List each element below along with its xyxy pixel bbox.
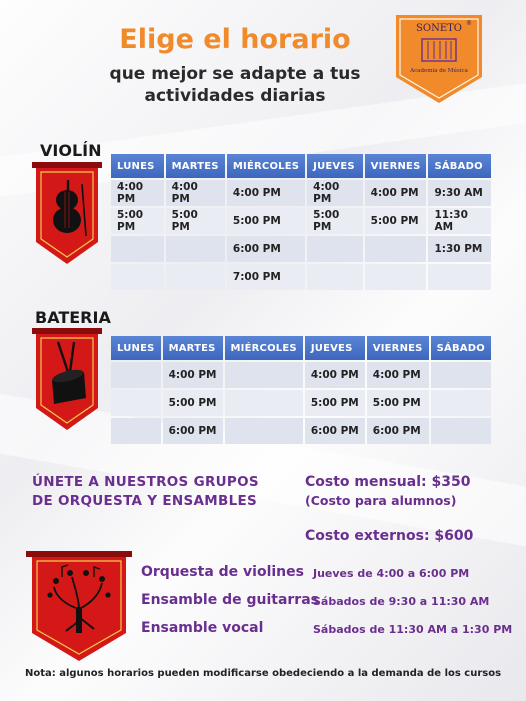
table-cell: 5:00 PM [307, 208, 363, 234]
violin-schedule-table [109, 152, 493, 292]
column-header: MARTES [166, 154, 225, 178]
table-cell [365, 236, 427, 262]
table-cell [166, 264, 225, 290]
column-header: SÁBADO [428, 154, 491, 178]
logo-tagline: Academia de Música [410, 68, 468, 74]
table-cell [431, 390, 491, 416]
ensemble-name: Ensamble de guitarras [141, 592, 319, 608]
table-header-row [111, 154, 491, 178]
column-header: VIERNES [365, 154, 427, 178]
ensemble-time: Jueves de 4:00 a 6:00 PM [313, 567, 470, 580]
ensemble-name: Orquesta de violines [141, 564, 304, 580]
table-cell: 5:00 PM [367, 390, 429, 416]
column-header: LUNES [111, 336, 161, 360]
table-cell [307, 264, 363, 290]
column-header: VIERNES [367, 336, 429, 360]
table-row [111, 208, 491, 234]
bateria-banner [30, 328, 104, 436]
column-header: MIÉRCOLES [225, 336, 303, 360]
table-cell: 4:00 PM [111, 180, 164, 206]
cost-students-note: (Costo para alumnos) [305, 493, 457, 508]
column-header: LUNES [111, 154, 164, 178]
ensemble-name: Ensamble vocal [141, 620, 264, 636]
bateria-schedule-table [109, 334, 493, 446]
table-cell: 4:00 PM [305, 362, 365, 388]
table-cell [111, 236, 164, 262]
table-cell [431, 418, 491, 444]
column-header: SÁBADO [431, 336, 491, 360]
soneto-logo [394, 15, 484, 105]
table-cell: 4:00 PM [166, 180, 225, 206]
table-cell: 5:00 PM [365, 208, 427, 234]
column-header: JUEVES [307, 154, 363, 178]
column-header: MIÉRCOLES [227, 154, 305, 178]
table-cell [225, 362, 303, 388]
column-header: MARTES [163, 336, 223, 360]
table-row [111, 418, 491, 444]
table-cell [365, 264, 427, 290]
footer-note: Nota: algunos horarios pueden modificarse obedeciendo a la demanda de los cursos [24, 668, 502, 679]
violin-section-label: VIOLÍN [40, 141, 102, 160]
table-cell: 4:00 PM [365, 180, 427, 206]
violin-banner [30, 162, 104, 270]
cost-monthly: Costo mensual: $350 [305, 474, 471, 490]
groups-title-line2: DE ORQUESTA Y ENSAMBLES [32, 493, 258, 509]
groups-title-line1: ÚNETE A NUESTROS GRUPOS [32, 474, 259, 490]
page-title: Elige el horario [119, 24, 351, 55]
bateria-section-label: BATERIA [35, 308, 111, 327]
table-cell [111, 362, 161, 388]
table-cell: 6:00 PM [305, 418, 365, 444]
table-cell [225, 418, 303, 444]
cost-external: Costo externos: $600 [305, 528, 474, 544]
column-header: JUEVES [305, 336, 365, 360]
table-cell: 9:30 AM [428, 180, 491, 206]
table-cell: 4:00 PM [367, 362, 429, 388]
table-cell: 1:30 PM [428, 236, 491, 262]
table-cell: 5:00 PM [111, 208, 164, 234]
table-cell: 5:00 PM [227, 208, 305, 234]
page-subtitle-line2: actividades diarias [144, 86, 326, 106]
table-cell [431, 362, 491, 388]
table-cell: 4:00 PM [227, 180, 305, 206]
table-row [111, 180, 491, 206]
table-cell: 4:00 PM [163, 362, 223, 388]
table-header-row [111, 336, 491, 360]
page-subtitle-line1: que mejor se adapte a tus [109, 64, 361, 84]
table-cell [166, 236, 225, 262]
groups-banner [26, 551, 132, 667]
table-cell [111, 264, 164, 290]
table-cell: 6:00 PM [163, 418, 223, 444]
table-cell: 5:00 PM [163, 390, 223, 416]
table-cell [428, 264, 491, 290]
ensemble-time: Sábados de 9:30 a 11:30 AM [313, 595, 490, 608]
table-row [111, 390, 491, 416]
table-cell: 5:00 PM [305, 390, 365, 416]
table-cell [111, 418, 161, 444]
table-cell: 4:00 PM [307, 180, 363, 206]
table-cell: 6:00 PM [367, 418, 429, 444]
table-cell [111, 390, 161, 416]
table-row [111, 264, 491, 290]
table-cell: 7:00 PM [227, 264, 305, 290]
table-cell [225, 390, 303, 416]
table-cell: 11:30 AM [428, 208, 491, 234]
table-row [111, 236, 491, 262]
ensemble-time: Sábados de 11:30 AM a 1:30 PM [313, 623, 513, 636]
logo-registered-mark: ® [466, 20, 472, 27]
table-row [111, 362, 491, 388]
table-cell: 5:00 PM [166, 208, 225, 234]
table-cell: 6:00 PM [227, 236, 305, 262]
logo-brand: SONETO [416, 23, 462, 34]
table-cell [307, 236, 363, 262]
